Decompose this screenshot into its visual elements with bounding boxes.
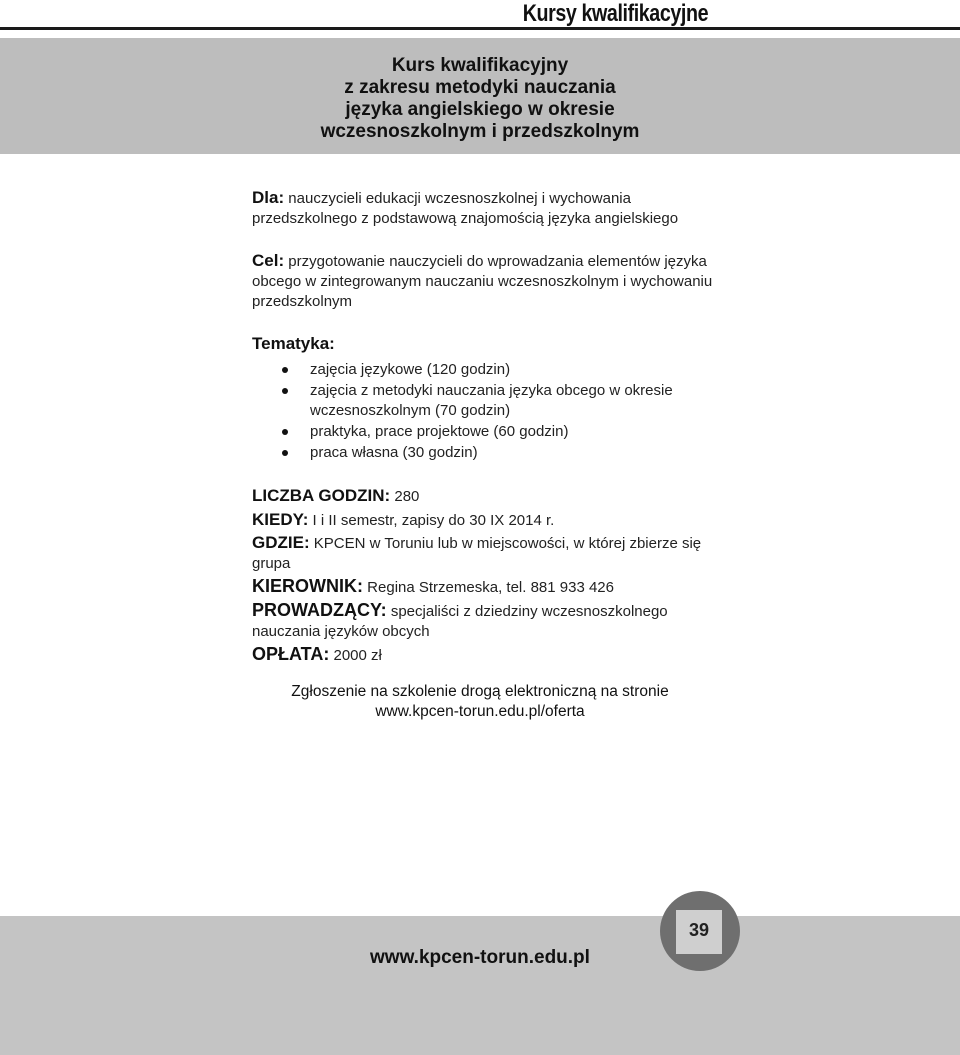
topics-list [252,360,722,463]
kiedy-label: KIEDY: [252,510,309,529]
fact-where [252,533,722,574]
registration-line: Zgłoszenie na szkolenie drogą elektroniczną na stronie [291,683,669,700]
course-title-line: Kurs kwalifikacyjny [391,55,569,76]
kiedy-value: I i II semestr, zapisy do 30 IX 2014 r. [312,512,555,529]
gdzie-value: KPCEN w Toruniu lub w miejscowości, w której zbierze się grupa [252,535,702,572]
gdzie-label: GDZIE: [252,533,310,552]
fact-manager [252,576,722,598]
registration-link[interactable]: www.kpcen-torun.edu.pl/oferta [375,703,585,720]
prowadzacy-value: specjaliści z dziedziny wczesnoszkolnego nauczania języków obcych [252,603,668,640]
topic-text: praca własna (30 godzin) [310,444,478,461]
registration-note [0,682,960,722]
course-title-line: wczesnoszkolnym i przedszkolnym [320,121,640,142]
list-item [252,443,722,463]
list-item [252,360,722,380]
liczba-value: 280 [394,488,420,505]
prowadzacy-label: PROWADZĄCY: [252,600,387,620]
list-item [252,422,722,442]
header-rule [0,27,960,30]
fact-when [252,510,722,531]
topic-text: zajęcia językowe (120 godzin) [310,361,511,378]
footer-band [0,916,960,1055]
footer-url[interactable]: www.kpcen-torun.edu.pl [370,947,590,968]
oplata-value: 2000 zł [333,647,382,664]
liczba-label: LICZBA GODZIN: [252,486,391,505]
topic-text: zajęcia z metodyki nauczania języka obcego w okresie wczesnoszkolnym (70 godzin) [310,382,673,419]
bullet-icon [282,450,288,456]
page-number: 39 [676,910,722,954]
course-title-band [0,38,960,154]
cel-text: przygotowanie nauczycieli do wprowadzania elementów języka obcego w zintegrowanym nauczaniu wczesnoszkolnym i wychowaniu przedszkolnym [252,253,713,310]
target-audience [252,188,722,229]
header-title: Kursy kwalifikacyjne [522,0,708,27]
page-header [0,0,960,38]
oplata-label: OPŁATA: [252,644,330,664]
dla-label: Dla: [252,188,285,207]
course-details [252,188,722,666]
course-facts [252,486,722,666]
course-title-line: języka angielskiego w okresie [345,99,615,120]
tematyka-label: Tematyka: [252,334,335,353]
bullet-icon [282,388,288,394]
bullet-icon [282,429,288,435]
list-item [252,381,722,421]
course-title-line: z zakresu metodyki nauczania [344,77,616,98]
bullet-icon [282,367,288,373]
course-goal [252,251,722,312]
cel-label: Cel: [252,251,285,270]
kierownik-value: Regina Strzemeska, tel. 881 933 426 [367,579,614,596]
fact-instructors [252,600,722,642]
fact-fee [252,644,722,666]
kierownik-label: KIEROWNIK: [252,576,363,596]
topic-text: praktyka, prace projektowe (60 godzin) [310,423,569,440]
fact-hours [252,486,722,507]
dla-text: nauczycieli edukacji wczesnoszkolnej i wychowania przedszkolnego z podstawową znajomością języka angielskiego [252,190,679,227]
